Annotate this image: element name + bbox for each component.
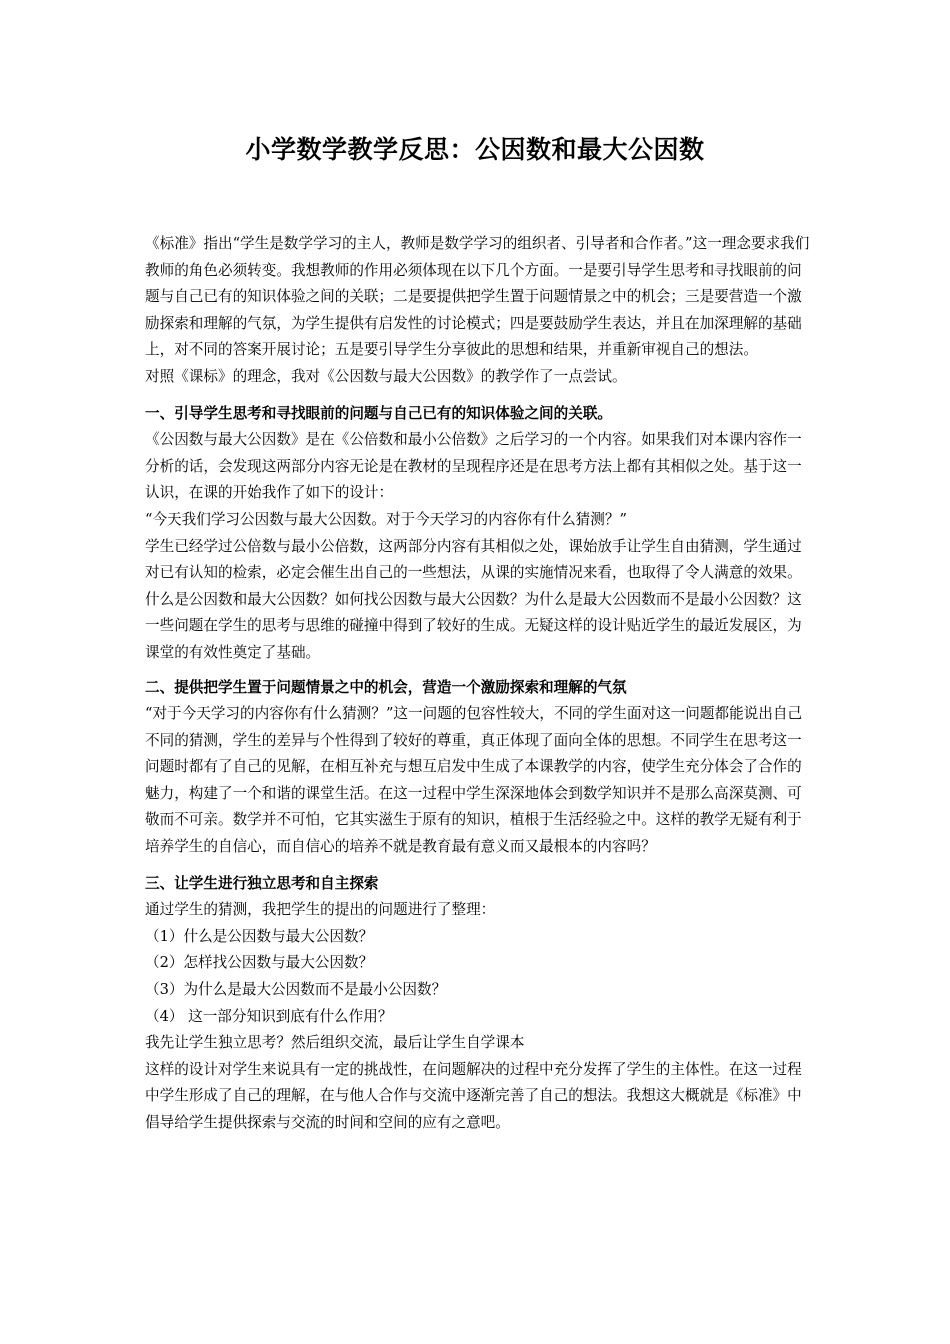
section-heading: 三、让学生进行独立思考和自主探索	[145, 874, 379, 892]
question-item: （4） 这一部分知识到底有什么作用？	[145, 1007, 393, 1025]
paragraph-spacer	[145, 667, 810, 675]
document-body	[145, 231, 810, 1137]
section-paragraph: 我先让学生独立思考？然后组织交流，最后让学生自学课本	[145, 1034, 525, 1052]
section-heading: 一、引导学生思考和寻找眼前的问题与自己已有的知识体验之间的关联。	[145, 404, 613, 422]
document-title: 小学数学教学反思：公因数和最大公因数	[245, 135, 705, 164]
section-paragraph: 通过学生的猜测，我把学生的提出的问题进行了整理：	[145, 901, 496, 919]
intro-paragraph: 《标准》指出“学生是数学学习的主人，教师是数学学习的组织者、引导者和合作者。”这一理念要求我们教师的角色必须转变。我想教师的作用必须体现在以下几个方面。一是要引导学生思考和寻找眼前的问题与自己已有的知识体验之间的关联；二是要提供把学生置于问题情景之中的机会；三是要营造一个激励探索和理解的气氛，为学生提供有启发性的讨论模式；四是要鼓励学生表达，并且在加深理解的基础上，对不同的答案开展讨论；五是要引导学生分享彼此的思想和结果，并重新审视自己的想法。	[145, 235, 810, 359]
section-paragraph: 《公因数与最大公因数》是在《公倍数和最小公倍数》之后学习的一个内容。如果我们对本课内容作一分析的话，会发现这两部分内容无论是在教材的呈现程序还是在思考方法上都有其相似之处。基于这一认识，在课的开始我作了如下的设计：	[145, 431, 802, 502]
paragraph-spacer	[145, 861, 810, 871]
section-paragraph: 学生已经学过公倍数与最小公倍数，这两部分内容有其相似之处，课始放手让学生自由猜测，学生通过对已有认知的检索，必定会催生出自己的一些想法，从课的实施情况来看，也取得了令人满意的效果。什么是公因数和最大公因数？如何找公因数与最大公因数？为什么是最大公因数而不是最小公因数？这一些问题在学生的思考与思维的碰撞中得到了较好的生成。无疑这样的设计贴近学生的最近发展区，为课堂的有效性奠定了基础。	[145, 537, 802, 661]
intro-paragraph: 对照《课标》的理念，我对《公因数与最大公因数》的教学作了一点尝试。	[145, 367, 627, 385]
section-paragraph: “对于今天学习的内容你有什么猜测？”这一问题的包容性较大，不同的学生面对这一问题都能说出自己不同的猜测，学生的差异与个性得到了较好的尊重，真正体现了面向全体的思想。不同学生在思考这一问题时都有了自己的见解，在相互补充与想互启发中生成了本课教学的内容，使学生充分体会了合作的魅力，构建了一个和谐的课堂生活。在这一过程中学生深深地体会到数学知识并不是那么高深莫测、可敬而不可亲。数学并不可怕，它其实滋生于原有的知识，植根于生活经验之中。这样的教学无疑有利于培养学生的自信心，而自信心的培养不就是教育最有意义而又最根本的内容吗？	[145, 705, 803, 856]
section-paragraph: 这样的设计对学生来说具有一定的挑战性，在问题解决的过程中充分发挥了学生的主体性。在这一过程中学生形成了自己的理解，在与他人合作与交流中逐渐完善了自己的想法。我想这大概就是《标准》中倡导给学生提供探索与交流的时间和空间的应有之意吧。	[145, 1060, 802, 1131]
question-item: （3）为什么是最大公因数而不是最小公因数？	[145, 981, 447, 999]
section-heading: 二、提供把学生置于问题情景之中的机会，营造一个激励探索和理解的气氛	[145, 678, 627, 696]
question-item: （2）怎样找公因数与最大公因数？	[145, 954, 374, 972]
paragraph-spacer	[145, 391, 810, 401]
section-paragraph: “今天我们学习公因数与最大公因数。对于今天学习的内容你有什么猜测？”	[145, 510, 627, 528]
question-item: （1）什么是公因数与最大公因数？	[145, 927, 374, 945]
